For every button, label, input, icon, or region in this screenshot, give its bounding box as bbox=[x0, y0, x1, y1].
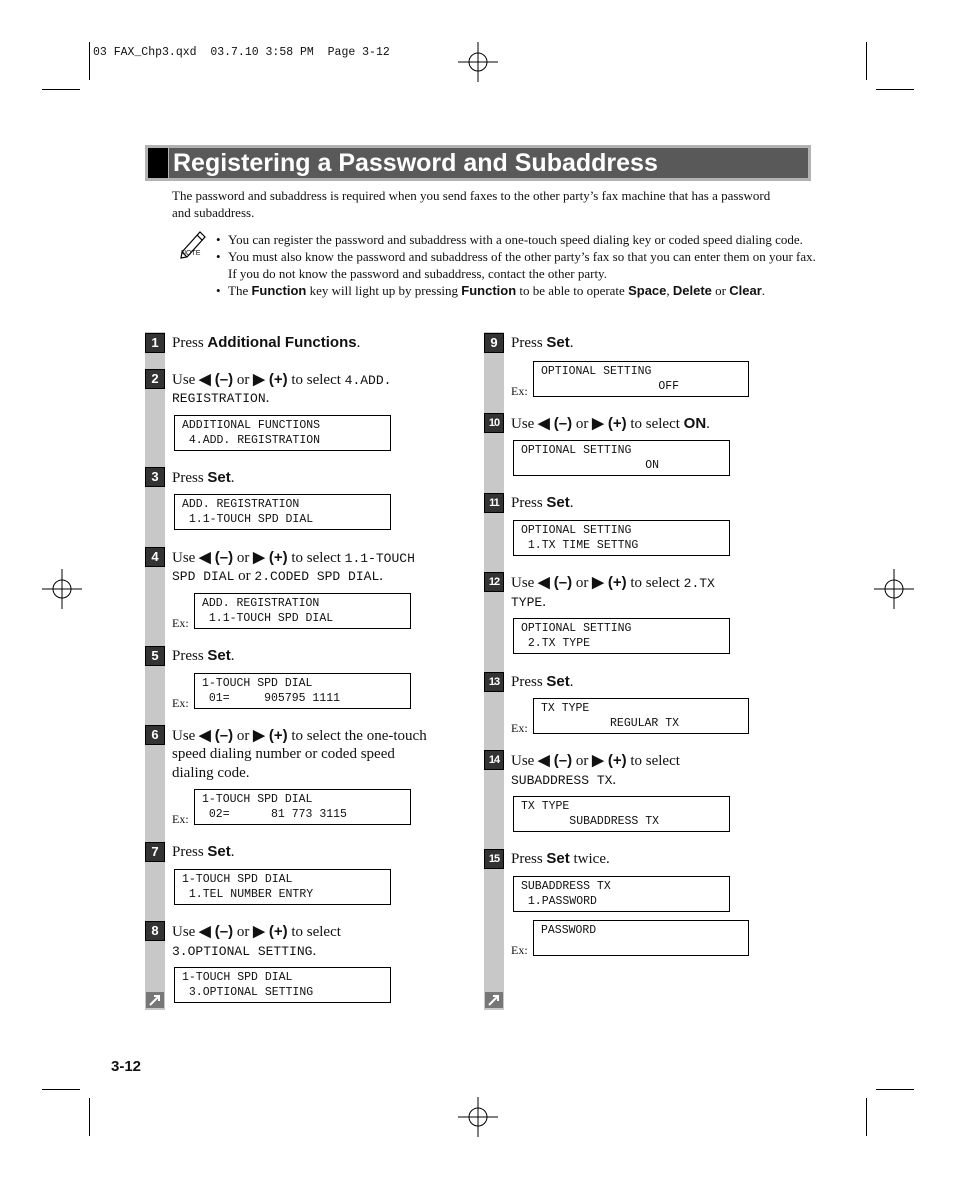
step-4-text bbox=[172, 549, 415, 568]
step-number: 14 bbox=[484, 750, 504, 770]
crop-mark bbox=[42, 1089, 80, 1090]
registration-mark-icon bbox=[42, 569, 82, 609]
example-label: Ex: bbox=[511, 721, 528, 735]
crop-mark bbox=[89, 1098, 90, 1136]
example-label: Ex: bbox=[511, 943, 528, 957]
step-text: Press bbox=[511, 851, 547, 867]
minus-key-label: ◀ (–) bbox=[538, 752, 573, 769]
step-text: Use bbox=[172, 728, 200, 744]
intro-paragraph: The password and subaddress is required when you send faxes to the other party’s fax machine that has a password and subaddress. bbox=[172, 188, 771, 220]
step-text: Press bbox=[172, 335, 208, 351]
step-2-text-line2 bbox=[172, 389, 269, 408]
lcd-display: 1-TOUCH SPD DIAL 02= 81 773 3115 bbox=[194, 789, 411, 825]
set-key-label: Set bbox=[207, 843, 231, 860]
crop-mark bbox=[866, 42, 867, 80]
plus-key-label: ▶ (+) bbox=[253, 371, 288, 388]
step-text: Press bbox=[511, 495, 547, 511]
step-4-text-line2 bbox=[172, 567, 383, 586]
title-block-marker bbox=[148, 148, 168, 178]
step-7-text bbox=[172, 843, 235, 861]
lcd-display: PASSWORD bbox=[533, 920, 749, 956]
step-text: to select bbox=[287, 550, 345, 566]
lcd-display: SUBADDRESS TX 1.PASSWORD bbox=[513, 876, 730, 912]
step-number: 12 bbox=[484, 572, 504, 592]
minus-key-label: ◀ (–) bbox=[199, 549, 234, 566]
step-text: Use bbox=[172, 550, 200, 566]
step-number: 9 bbox=[484, 333, 504, 353]
step-text: Use bbox=[511, 753, 539, 769]
step-text: to select bbox=[626, 753, 680, 769]
step-2-text bbox=[172, 371, 391, 390]
note-text: You can register the password and subaddress with a one-touch speed dialing key or coded speed dialing code. bbox=[228, 232, 803, 247]
step-text: . bbox=[312, 943, 317, 959]
set-key-label: Set bbox=[207, 469, 231, 486]
note-text: . bbox=[761, 283, 766, 298]
set-key-label: Set bbox=[546, 494, 570, 511]
minus-key-label: ◀ (–) bbox=[538, 574, 573, 591]
step-number: 4 bbox=[145, 547, 165, 567]
step-8-text bbox=[172, 923, 341, 941]
step-text: Press bbox=[511, 335, 547, 351]
function-key-label: Function bbox=[251, 283, 307, 298]
registration-mark-icon bbox=[458, 1097, 498, 1137]
step-text: to select bbox=[287, 924, 341, 940]
step-text: or bbox=[233, 372, 254, 388]
plus-key-label: ▶ (+) bbox=[592, 574, 627, 591]
step-text: or bbox=[572, 575, 593, 591]
step-text: Press bbox=[172, 470, 208, 486]
note-text: or bbox=[711, 283, 730, 298]
space-key-label: Space bbox=[628, 283, 667, 298]
step-13-text bbox=[511, 673, 574, 691]
step-text: to select bbox=[626, 416, 684, 432]
step-number: 11 bbox=[484, 493, 504, 513]
lcd-display: OPTIONAL SETTING ON bbox=[513, 440, 730, 476]
step-text: Press bbox=[511, 674, 547, 690]
note-text: The bbox=[228, 283, 252, 298]
note-text: You must also know the password and subaddress of the other party’s fax so that you can enter them on your fax. If you do not know the password and subaddress, contact the other party. bbox=[228, 249, 816, 281]
step-text: Use bbox=[172, 924, 200, 940]
crop-mark bbox=[42, 89, 80, 90]
step-text: . bbox=[706, 416, 710, 432]
step-6-text-line3: dialing code. bbox=[172, 765, 250, 781]
crop-mark bbox=[866, 1098, 867, 1136]
step-number: 13 bbox=[484, 672, 504, 692]
step-10-text bbox=[511, 415, 710, 433]
step-number: 2 bbox=[145, 369, 165, 389]
file-slug: 03 FAX_Chp3.qxd 03.7.10 3:58 PM Page 3-12 bbox=[93, 46, 390, 59]
section-title-bar bbox=[145, 145, 811, 181]
step-14-text bbox=[511, 752, 680, 770]
step-text: or bbox=[572, 753, 593, 769]
plus-key-label: ▶ (+) bbox=[253, 923, 288, 940]
step-text: . bbox=[230, 648, 235, 664]
menu-code: TYPE bbox=[511, 595, 543, 610]
right-step-strip bbox=[484, 332, 504, 1010]
delete-key-label: Delete bbox=[672, 283, 712, 298]
step-text: to select bbox=[287, 372, 345, 388]
step-text: . bbox=[230, 844, 235, 860]
step-11-text bbox=[511, 494, 574, 512]
registration-mark-icon bbox=[874, 569, 914, 609]
lcd-display: 1-TOUCH SPD DIAL 3.OPTIONAL SETTING bbox=[174, 967, 391, 1003]
step-text: . bbox=[542, 594, 546, 610]
step-text: . bbox=[569, 674, 574, 690]
example-label: Ex: bbox=[172, 696, 189, 710]
menu-code: 4.ADD. bbox=[344, 373, 392, 388]
step-text: or bbox=[234, 568, 255, 584]
step-14-text-line2 bbox=[511, 771, 616, 790]
step-number: 10 bbox=[484, 413, 504, 433]
page-title: Registering a Password and Subaddress bbox=[173, 149, 658, 177]
minus-key-label: ◀ (–) bbox=[199, 727, 234, 744]
additional-functions-key-label: Additional Functions bbox=[207, 334, 357, 351]
set-key-label: Set bbox=[546, 334, 570, 351]
on-option-label: ON bbox=[683, 415, 707, 432]
lcd-display: ADD. REGISTRATION 1.1-TOUCH SPD DIAL bbox=[174, 494, 391, 530]
minus-key-label: ◀ (–) bbox=[199, 371, 234, 388]
plus-key-label: ▶ (+) bbox=[253, 549, 288, 566]
left-step-strip bbox=[145, 332, 165, 1010]
example-label: Ex: bbox=[511, 384, 528, 398]
registration-mark-icon bbox=[458, 42, 498, 82]
step-text: Use bbox=[511, 575, 539, 591]
crop-mark bbox=[876, 1089, 914, 1090]
step-number: 5 bbox=[145, 646, 165, 666]
step-8-text-line2 bbox=[172, 942, 316, 961]
step-number: 7 bbox=[145, 842, 165, 862]
step-number: 3 bbox=[145, 467, 165, 487]
step-15-text bbox=[511, 850, 610, 868]
step-text: to select bbox=[626, 575, 684, 591]
step-number: 15 bbox=[484, 849, 504, 869]
step-text: . bbox=[569, 495, 574, 511]
step-text: . bbox=[230, 470, 235, 486]
step-6-text-line2: speed dialing number or coded speed bbox=[172, 746, 395, 762]
title-inner bbox=[169, 148, 808, 178]
step-text: twice. bbox=[569, 851, 610, 867]
lcd-display: 1-TOUCH SPD DIAL 01= 905795 1111 bbox=[194, 673, 411, 709]
step-6-text bbox=[172, 727, 427, 745]
menu-code: SUBADDRESS TX bbox=[511, 773, 613, 788]
clear-key-label: Clear bbox=[729, 283, 762, 298]
step-text: or bbox=[233, 728, 254, 744]
step-text: Press bbox=[172, 648, 208, 664]
note-item bbox=[216, 248, 816, 282]
step-5-text bbox=[172, 647, 235, 665]
step-9-text bbox=[511, 334, 574, 352]
menu-code: 2.CODED SPD DIAL bbox=[254, 569, 380, 584]
step-1-text bbox=[172, 334, 360, 352]
example-label: Ex: bbox=[172, 812, 189, 826]
menu-code: 2.TX bbox=[683, 576, 715, 591]
step-3-text bbox=[172, 469, 235, 487]
notes-list bbox=[216, 231, 816, 299]
example-label: Ex: bbox=[172, 616, 189, 630]
page-number: 3-12 bbox=[111, 1058, 142, 1075]
lcd-display: TX TYPE REGULAR TX bbox=[533, 698, 749, 734]
note-label: NOTE bbox=[181, 250, 201, 257]
set-key-label: Set bbox=[546, 850, 570, 867]
step-text: to select the one-touch bbox=[287, 728, 427, 744]
step-text: . bbox=[612, 772, 617, 788]
step-text: . bbox=[569, 335, 574, 351]
note-item bbox=[216, 231, 816, 248]
function-key-label: Function bbox=[461, 283, 517, 298]
step-text: or bbox=[233, 924, 254, 940]
lcd-display: 1-TOUCH SPD DIAL 1.TEL NUMBER ENTRY bbox=[174, 869, 391, 905]
lcd-display: ADDITIONAL FUNCTIONS 4.ADD. REGISTRATION bbox=[174, 415, 391, 451]
set-key-label: Set bbox=[207, 647, 231, 664]
step-12-text bbox=[511, 574, 715, 593]
crop-mark bbox=[89, 42, 90, 80]
step-text: or bbox=[233, 550, 254, 566]
step-text: or bbox=[572, 416, 593, 432]
lcd-display: OPTIONAL SETTING OFF bbox=[533, 361, 749, 397]
lcd-display: TX TYPE SUBADDRESS TX bbox=[513, 796, 730, 832]
note-text: key will light up by pressing bbox=[306, 283, 462, 298]
step-12-text-line2 bbox=[511, 593, 546, 612]
lcd-display: OPTIONAL SETTING 1.TX TIME SETTNG bbox=[513, 520, 730, 556]
continue-arrow-icon bbox=[146, 992, 164, 1008]
step-number: 1 bbox=[145, 333, 165, 353]
minus-key-label: ◀ (–) bbox=[538, 415, 573, 432]
note-item bbox=[216, 282, 816, 299]
step-text: . bbox=[356, 335, 361, 351]
continue-arrow-icon bbox=[485, 992, 503, 1008]
set-key-label: Set bbox=[546, 673, 570, 690]
menu-code: REGISTRATION bbox=[172, 391, 266, 406]
step-text: Use bbox=[511, 416, 539, 432]
step-text: . bbox=[265, 390, 270, 406]
lcd-display: OPTIONAL SETTING 2.TX TYPE bbox=[513, 618, 730, 654]
step-text: . bbox=[379, 568, 383, 584]
crop-mark bbox=[876, 89, 914, 90]
plus-key-label: ▶ (+) bbox=[253, 727, 288, 744]
menu-code: SPD DIAL bbox=[172, 569, 235, 584]
step-text: Use bbox=[172, 372, 200, 388]
plus-key-label: ▶ (+) bbox=[592, 415, 627, 432]
menu-code: 3.OPTIONAL SETTING bbox=[172, 944, 313, 959]
step-text: Press bbox=[172, 844, 208, 860]
lcd-display: ADD. REGISTRATION 1.1-TOUCH SPD DIAL bbox=[194, 593, 411, 629]
plus-key-label: ▶ (+) bbox=[592, 752, 627, 769]
step-number: 8 bbox=[145, 921, 165, 941]
minus-key-label: ◀ (–) bbox=[199, 923, 234, 940]
menu-code: 1.1-TOUCH bbox=[344, 551, 415, 566]
note-text: , bbox=[666, 283, 673, 298]
note-text: to be able to operate bbox=[516, 283, 629, 298]
step-number: 6 bbox=[145, 725, 165, 745]
